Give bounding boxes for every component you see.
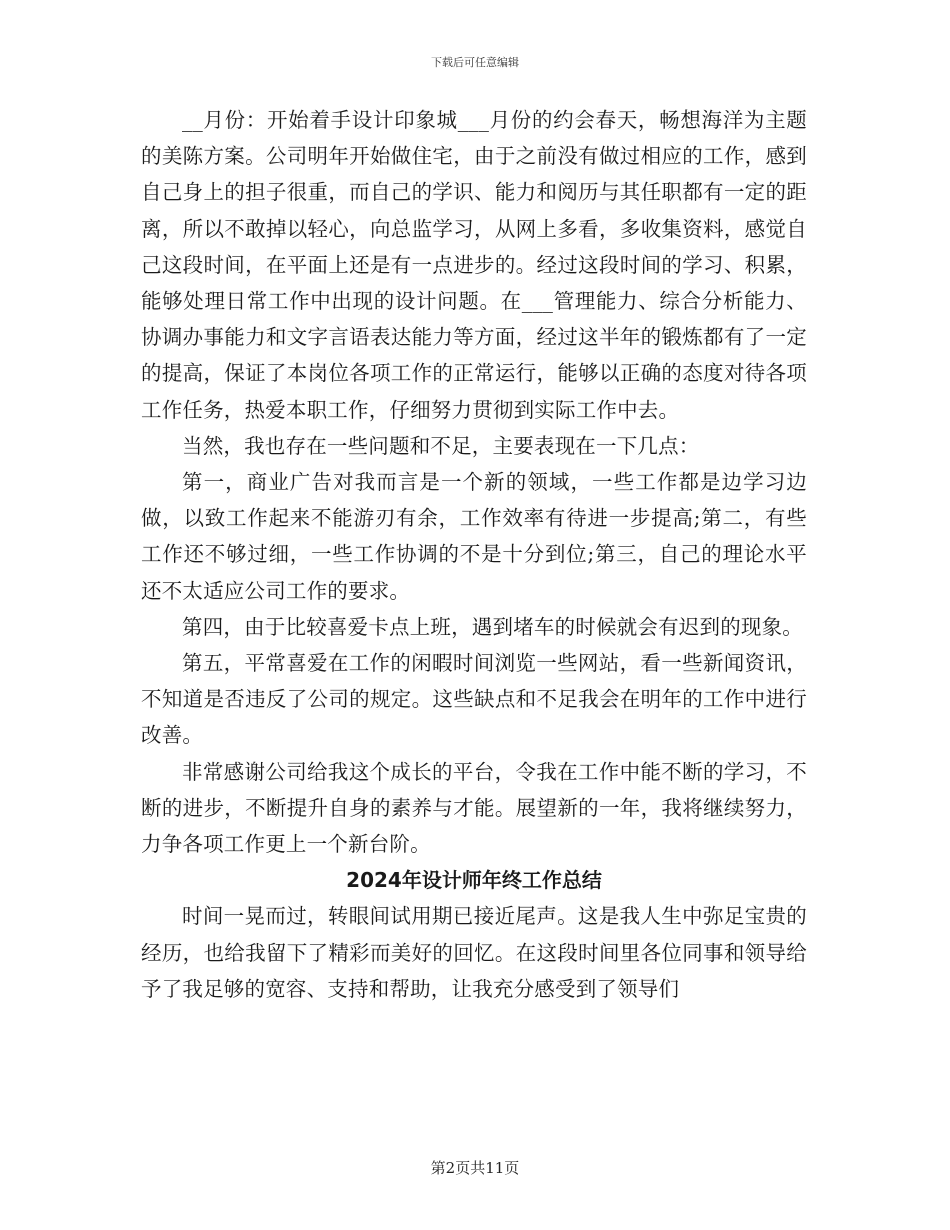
paragraph-shortcomings-intro: 当然，我也存在一些问题和不足，主要表现在一下几点：	[182, 433, 700, 458]
paragraph-closing-thanks: 非常感谢公司给我这个成长的平台，令我在工作中能不断的学习，不断的进步，不断提升自身的素养与才能。展望新的一年，我将继续努力，力争各项工作更上一个新台阶。	[141, 759, 807, 857]
document-body	[141, 102, 807, 1007]
paragraph-point-four: 第四，由于比较喜爱卡点上班，遇到堵车的时候就会有迟到的现象。	[182, 614, 803, 639]
paragraph-section-intro: 时间一晃而过，转眼间试用期已接近尾声。这是我人生中弥足宝贵的经历，也给我留下了精彩而美好的回忆。在这段时间里各位同事和领导给予了我足够的宽容、支持和帮助，让我充分感受到了领导们	[141, 904, 807, 1001]
paragraph-point-five: 第五，平常喜爱在工作的闲暇时间浏览一些网站，看一些新闻资讯，不知道是否违反了公司的规定。这些缺点和不足我会在明年的工作中进行改善。	[141, 651, 807, 748]
paragraph-work-progress: __月份：开始着手设计印象城___月份的约会春天，畅想海洋为主题的美陈方案。公司明年开始做住宅，由于之前没有做过相应的工作，感到自己身上的担子很重，而自己的学识、能力和阅历与其任职都有一定的距离，所以不敢掉以轻心，向总监学习，从网上多看，多收集资料，感觉自己这段时间，在平面上还是有一点进步的。经过这段时间的学习、积累，能够处理日常工作中出现的设计问题。在___管理能力、综合分析能力、协调办事能力和文字言语表达能力等方面，经过这半年的锻炼都有了一定的提高，保证了本岗位各项工作的正常运行，能够以正确的态度对待各项工作任务，热爱本职工作，仔细努力贯彻到实际工作中去。	[141, 108, 807, 422]
section-title: 2024年设计师年终工作总结	[346, 868, 602, 893]
header-note: 下载后可任意编辑	[431, 56, 519, 69]
paragraph-point-one-to-three: 第一，商业广告对我而言是一个新的领域，一些工作都是边学习边做，以致工作起来不能游刃有余，工作效率有待进一步提高;第二，有些工作还不够过细，一些工作协调的不是十分到位;第三，自己的理论水平还不太适应公司工作的要求。	[141, 470, 807, 603]
page-indicator: 第2页共11页	[430, 1159, 520, 1177]
